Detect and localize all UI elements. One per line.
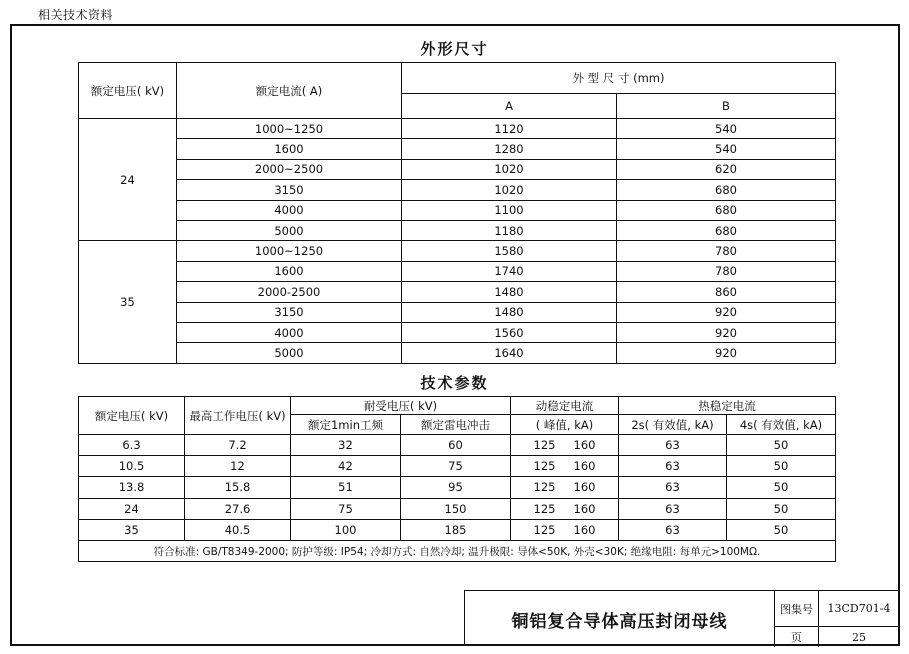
b-cell: 780: [617, 261, 836, 281]
thermal-4s-cell: 50: [727, 498, 836, 519]
thermal-2s-cell: 63: [619, 519, 727, 540]
p-col-thermal-4s: 4s( 有效值, kA): [727, 415, 836, 435]
a-cell: 1120: [402, 119, 617, 139]
current-cell: 3150: [177, 302, 402, 322]
table-row: [79, 282, 836, 302]
params-title: 技术参数: [420, 374, 489, 392]
voltage-cell: 24: [79, 119, 177, 241]
p-col-dynamic: 动稳定电流: [511, 397, 619, 415]
lightning-cell: 75: [401, 456, 511, 477]
table-row: [79, 322, 836, 342]
col-a-header: A: [402, 94, 617, 119]
a-cell: 1580: [402, 241, 617, 261]
atlas-number: 13CD701-4: [819, 591, 899, 627]
current-cell: 1600: [177, 139, 402, 159]
dynamic-cell: [511, 477, 619, 498]
current-cell: 2000-2500: [177, 282, 402, 302]
a-cell: 1020: [402, 180, 617, 200]
thermal-4s-cell: 50: [727, 435, 836, 456]
voltage-cell: 35: [79, 519, 185, 540]
b-cell: 860: [617, 282, 836, 302]
table-row: [79, 139, 836, 159]
table-row: [79, 180, 836, 200]
p-col-thermal-2s: 2s( 有效值, kA): [619, 415, 727, 435]
table-row: [79, 343, 836, 363]
atlas-label: 图集号: [775, 591, 819, 627]
max-voltage-cell: 7.2: [185, 435, 291, 456]
b-cell: 680: [617, 180, 836, 200]
lightning-cell: 150: [401, 498, 511, 519]
dynamic-value-2: 160: [573, 501, 596, 516]
b-cell: 780: [617, 241, 836, 261]
dynamic-value-1: 125: [533, 438, 556, 453]
current-cell: 1000~1250: [177, 119, 402, 139]
table-row: [79, 498, 836, 519]
p-col-max-voltage: 最高工作电压( kV): [185, 397, 291, 435]
p-col-voltage: 额定电压( kV): [79, 397, 185, 435]
page-number: 25: [852, 630, 866, 644]
dynamic-value-1: 125: [533, 501, 556, 516]
dimensions-title: 外形尺寸: [420, 40, 489, 58]
table-row: [79, 477, 836, 498]
table-row: [79, 519, 836, 540]
dimensions-body: [79, 119, 836, 364]
a-cell: 1640: [402, 343, 617, 363]
max-voltage-cell: 15.8: [185, 477, 291, 498]
current-cell: 4000: [177, 322, 402, 342]
col-current-header: 额定电流( A): [177, 63, 402, 119]
a-cell: 1180: [402, 220, 617, 240]
max-voltage-cell: 12: [185, 456, 291, 477]
table-row: [79, 302, 836, 322]
thermal-2s-cell: 63: [619, 498, 727, 519]
a-cell: 1020: [402, 159, 617, 179]
drawing-title: 铜铝复合导体高压封闭母线: [465, 591, 775, 647]
table-row: [79, 220, 836, 240]
table-row: [79, 159, 836, 179]
current-cell: 1600: [177, 261, 402, 281]
p-col-thermal: 热稳定电流: [619, 397, 836, 415]
title-block: [464, 590, 900, 646]
table-row: [79, 119, 836, 139]
voltage-cell: 35: [79, 241, 177, 363]
power-freq-cell: 32: [291, 435, 401, 456]
voltage-cell: 6.3: [79, 435, 185, 456]
a-cell: 1280: [402, 139, 617, 159]
thermal-4s-cell: 50: [727, 519, 836, 540]
voltage-cell: 10.5: [79, 456, 185, 477]
dynamic-value-2: 160: [573, 459, 596, 474]
p-col-withstand: 耐受电压( kV): [291, 397, 511, 415]
b-cell: 920: [617, 343, 836, 363]
b-cell: 540: [617, 119, 836, 139]
a-cell: 1480: [402, 282, 617, 302]
lightning-cell: 95: [401, 477, 511, 498]
current-cell: 1000~1250: [177, 241, 402, 261]
p-col-withstand-lightning: 额定雷电冲击: [401, 415, 511, 435]
b-cell: 620: [617, 159, 836, 179]
b-cell: 920: [617, 322, 836, 342]
a-cell: 1100: [402, 200, 617, 220]
b-cell: 540: [617, 139, 836, 159]
dynamic-cell: [511, 519, 619, 540]
power-freq-cell: 51: [291, 477, 401, 498]
current-cell: 5000: [177, 343, 402, 363]
b-cell: 680: [617, 200, 836, 220]
thermal-2s-cell: 63: [619, 456, 727, 477]
power-freq-cell: 100: [291, 519, 401, 540]
col-b-header: B: [617, 94, 836, 119]
thermal-4s-cell: 50: [727, 456, 836, 477]
voltage-cell: 13.8: [79, 477, 185, 498]
a-cell: 1480: [402, 302, 617, 322]
thermal-4s-cell: 50: [727, 477, 836, 498]
power-freq-cell: 75: [291, 498, 401, 519]
b-cell: 920: [617, 302, 836, 322]
table-row: [79, 261, 836, 281]
params-note: 符合标准: GB/T8349-2000; 防护等级: IP54; 冷却方式: 自然冷却; 温升极限: 导体<50K, 外壳<30K; 绝缘电阻: 每单元>100MΩ.: [79, 540, 836, 561]
current-cell: 5000: [177, 220, 402, 240]
header-note: 相关技术资料: [38, 8, 114, 22]
table-row: [79, 241, 836, 261]
table-row: [79, 435, 836, 456]
current-cell: 2000~2500: [177, 159, 402, 179]
params-body: [79, 435, 836, 541]
dimensions-table: [78, 62, 836, 364]
dynamic-value-1: 125: [533, 459, 556, 474]
lightning-cell: 185: [401, 519, 511, 540]
dynamic-cell: [511, 498, 619, 519]
dynamic-value-1: 125: [533, 480, 556, 495]
thermal-2s-cell: 63: [619, 477, 727, 498]
dynamic-value-2: 160: [573, 480, 596, 495]
col-size-header: 外 型 尺 寸 (mm): [402, 63, 836, 94]
dynamic-value-1: 125: [533, 522, 556, 537]
a-cell: 1560: [402, 322, 617, 342]
dynamic-cell: [511, 435, 619, 456]
page-label: 页: [775, 627, 819, 647]
current-cell: 3150: [177, 180, 402, 200]
dynamic-value-2: 160: [573, 522, 596, 537]
table-row: [79, 200, 836, 220]
dynamic-cell: [511, 456, 619, 477]
a-cell: 1740: [402, 261, 617, 281]
p-col-withstand-pf: 额定1min工频: [291, 415, 401, 435]
b-cell: 680: [617, 220, 836, 240]
lightning-cell: 60: [401, 435, 511, 456]
thermal-2s-cell: 63: [619, 435, 727, 456]
max-voltage-cell: 40.5: [185, 519, 291, 540]
max-voltage-cell: 27.6: [185, 498, 291, 519]
col-voltage-header: 额定电压( kV): [79, 63, 177, 119]
p-col-dynamic-unit: ( 峰值, kA): [511, 415, 619, 435]
voltage-cell: 24: [79, 498, 185, 519]
params-table: [78, 396, 836, 562]
table-row: [79, 456, 836, 477]
power-freq-cell: 42: [291, 456, 401, 477]
dynamic-value-2: 160: [573, 438, 596, 453]
current-cell: 4000: [177, 200, 402, 220]
